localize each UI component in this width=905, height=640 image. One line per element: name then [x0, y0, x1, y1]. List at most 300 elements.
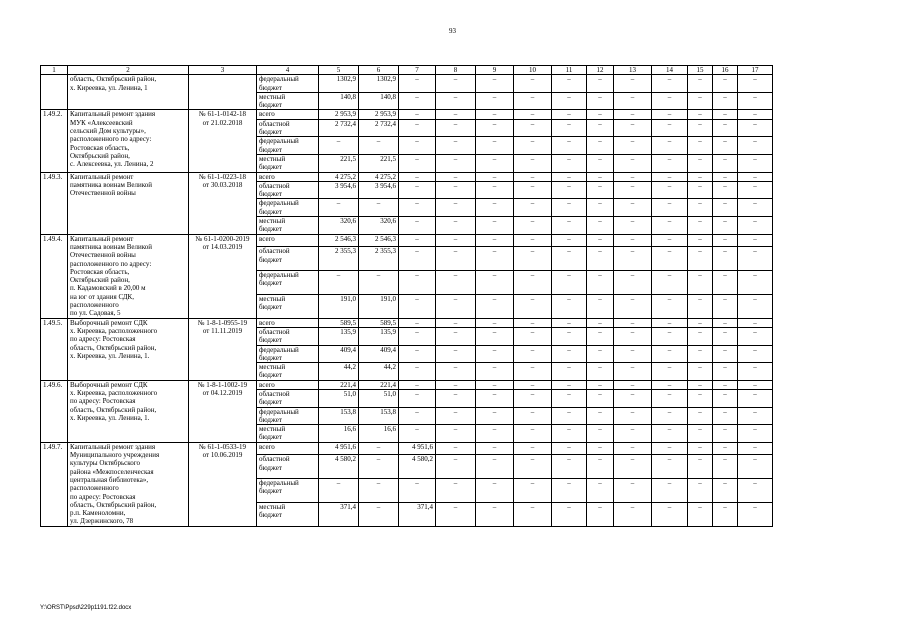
amount-cell: – — [587, 479, 614, 503]
amount-cell: – — [476, 217, 514, 235]
amount-cell: 140,8 — [319, 92, 359, 110]
amount-cell: – — [587, 217, 614, 235]
amount-cell: – — [436, 172, 476, 181]
funding-source: областной бюджет — [257, 181, 319, 199]
amount-cell: – — [476, 389, 514, 407]
column-number-header: 14 — [652, 66, 688, 75]
amount-cell: – — [614, 502, 652, 526]
amount-cell: – — [476, 425, 514, 443]
column-number-header: 3 — [189, 66, 257, 75]
amount-cell: – — [614, 92, 652, 110]
amount-cell: – — [738, 380, 773, 389]
amount-cell: – — [652, 154, 688, 172]
amount-cell: – — [514, 442, 552, 455]
amount-cell: – — [614, 199, 652, 217]
amount-cell: – — [399, 247, 436, 271]
amount-cell: – — [552, 345, 587, 363]
table-row — [41, 234, 773, 247]
amount-cell: – — [552, 181, 587, 199]
amount-cell: – — [359, 455, 399, 479]
amount-cell: 51,0 — [359, 389, 399, 407]
amount-cell: – — [359, 199, 399, 217]
amount-cell: – — [514, 154, 552, 172]
funding-source: всего — [257, 110, 319, 119]
amount-cell: – — [713, 119, 738, 137]
amount-cell: 4 275,2 — [319, 172, 359, 181]
amount-cell: – — [399, 119, 436, 137]
amount-cell: – — [552, 380, 587, 389]
amount-cell: – — [552, 271, 587, 295]
column-number-header: 12 — [587, 66, 614, 75]
amount-cell: – — [688, 318, 713, 327]
amount-cell: – — [476, 345, 514, 363]
amount-cell: – — [738, 137, 773, 155]
amount-cell: – — [713, 407, 738, 425]
amount-cell: – — [476, 363, 514, 381]
amount-cell: – — [713, 455, 738, 479]
amount-cell: – — [476, 172, 514, 181]
amount-cell: 4 951,6 — [399, 442, 436, 455]
amount-cell: – — [587, 455, 614, 479]
amount-cell: – — [688, 389, 713, 407]
table-row — [41, 172, 773, 181]
amount-cell: – — [514, 137, 552, 155]
amount-cell: – — [399, 271, 436, 295]
amount-cell: – — [399, 294, 436, 318]
amount-cell: – — [436, 199, 476, 217]
funding-source: федеральный бюджет — [257, 75, 319, 93]
amount-cell: 16,6 — [359, 425, 399, 443]
amount-cell: – — [614, 119, 652, 137]
amount-cell: – — [399, 181, 436, 199]
funding-source: областной бюджет — [257, 389, 319, 407]
amount-cell: – — [713, 294, 738, 318]
amount-cell: 2 355,3 — [319, 247, 359, 271]
amount-cell: – — [688, 137, 713, 155]
amount-cell: – — [738, 327, 773, 345]
amount-cell: – — [713, 479, 738, 503]
amount-cell: – — [399, 154, 436, 172]
amount-cell: – — [514, 318, 552, 327]
amount-cell: – — [552, 479, 587, 503]
amount-cell: 371,4 — [399, 502, 436, 526]
funding-source: федеральный бюджет — [257, 407, 319, 425]
amount-cell: 51,0 — [319, 389, 359, 407]
amount-cell: – — [738, 271, 773, 295]
funding-source: федеральный бюджет — [257, 345, 319, 363]
amount-cell: – — [587, 247, 614, 271]
column-number-header-row — [41, 66, 773, 75]
amount-cell: – — [514, 172, 552, 181]
amount-cell: 1302,9 — [319, 75, 359, 93]
amount-cell: – — [476, 75, 514, 93]
amount-cell: – — [614, 271, 652, 295]
amount-cell: 4 951,6 — [319, 442, 359, 455]
amount-cell: – — [436, 181, 476, 199]
amount-cell: – — [587, 363, 614, 381]
document-number: № 1-8-1-1002-19 от 04.12.2019 — [189, 380, 257, 442]
funding-source: местный бюджет — [257, 154, 319, 172]
amount-cell: – — [436, 271, 476, 295]
amount-cell: 135,9 — [319, 327, 359, 345]
amount-cell: – — [738, 234, 773, 247]
amount-cell: – — [514, 217, 552, 235]
amount-cell: 191,0 — [359, 294, 399, 318]
amount-cell: – — [738, 455, 773, 479]
amount-cell: – — [713, 137, 738, 155]
amount-cell: – — [399, 199, 436, 217]
amount-cell: 2 953,9 — [359, 110, 399, 119]
amount-cell: – — [399, 327, 436, 345]
amount-cell: – — [614, 380, 652, 389]
amount-cell: – — [514, 327, 552, 345]
amount-cell: – — [399, 345, 436, 363]
amount-cell: – — [476, 181, 514, 199]
amount-cell: – — [614, 442, 652, 455]
amount-cell: – — [614, 389, 652, 407]
amount-cell: – — [476, 479, 514, 503]
column-number-header: 6 — [359, 66, 399, 75]
amount-cell: – — [436, 455, 476, 479]
amount-cell: – — [399, 380, 436, 389]
amount-cell: – — [476, 442, 514, 455]
amount-cell: – — [552, 502, 587, 526]
amount-cell: – — [738, 479, 773, 503]
amount-cell: – — [688, 327, 713, 345]
amount-cell: – — [552, 119, 587, 137]
amount-cell: – — [514, 363, 552, 381]
amount-cell: – — [652, 234, 688, 247]
amount-cell: – — [552, 363, 587, 381]
page-number: 93 — [449, 27, 456, 35]
amount-cell: 4 580,2 — [399, 455, 436, 479]
amount-cell: – — [652, 217, 688, 235]
amount-cell: – — [399, 172, 436, 181]
amount-cell: 135,9 — [359, 327, 399, 345]
amount-cell: – — [652, 271, 688, 295]
funding-source: местный бюджет — [257, 217, 319, 235]
amount-cell: – — [552, 455, 587, 479]
amount-cell: – — [436, 294, 476, 318]
amount-cell: – — [738, 119, 773, 137]
column-number-header: 7 — [399, 66, 436, 75]
amount-cell: – — [476, 247, 514, 271]
amount-cell: – — [688, 425, 713, 443]
amount-cell: – — [713, 199, 738, 217]
amount-cell: – — [399, 234, 436, 247]
amount-cell: – — [514, 479, 552, 503]
item-number — [41, 75, 68, 110]
amount-cell: – — [436, 119, 476, 137]
budget-table — [40, 65, 773, 527]
amount-cell: – — [652, 389, 688, 407]
amount-cell: – — [399, 217, 436, 235]
amount-cell: 2 355,3 — [359, 247, 399, 271]
amount-cell: – — [399, 389, 436, 407]
amount-cell: – — [688, 119, 713, 137]
amount-cell: 140,8 — [359, 92, 399, 110]
amount-cell: – — [738, 294, 773, 318]
amount-cell: – — [652, 294, 688, 318]
amount-cell: – — [359, 479, 399, 503]
item-number: 1.49.2. — [41, 110, 68, 172]
amount-cell: – — [688, 217, 713, 235]
amount-cell: – — [552, 234, 587, 247]
amount-cell: – — [514, 271, 552, 295]
amount-cell: – — [738, 172, 773, 181]
amount-cell: – — [738, 389, 773, 407]
amount-cell: – — [514, 199, 552, 217]
amount-cell: – — [614, 247, 652, 271]
amount-cell: – — [652, 181, 688, 199]
amount-cell: 44,2 — [319, 363, 359, 381]
amount-cell: – — [587, 199, 614, 217]
amount-cell: – — [552, 217, 587, 235]
amount-cell: – — [614, 327, 652, 345]
amount-cell: – — [688, 479, 713, 503]
funding-source: местный бюджет — [257, 92, 319, 110]
document-number: № 1-8-1-0955-19 от 11.11.2019 — [189, 318, 257, 380]
file-path-footer: Y:\ORST\Ppsd\229p1191.f22.docx — [40, 605, 132, 611]
amount-cell: – — [552, 442, 587, 455]
amount-cell: – — [587, 181, 614, 199]
amount-cell: – — [652, 172, 688, 181]
amount-cell: – — [688, 172, 713, 181]
amount-cell: – — [713, 363, 738, 381]
amount-cell: – — [476, 110, 514, 119]
funding-source: областной бюджет — [257, 119, 319, 137]
amount-cell: – — [476, 294, 514, 318]
amount-cell: – — [688, 407, 713, 425]
amount-cell: – — [587, 119, 614, 137]
amount-cell: – — [738, 217, 773, 235]
amount-cell: – — [652, 455, 688, 479]
column-number-header: 17 — [738, 66, 773, 75]
amount-cell: – — [399, 363, 436, 381]
funding-source: местный бюджет — [257, 425, 319, 443]
amount-cell: – — [614, 425, 652, 443]
amount-cell: 320,6 — [359, 217, 399, 235]
funding-source: федеральный бюджет — [257, 137, 319, 155]
amount-cell: – — [587, 442, 614, 455]
amount-cell: – — [436, 154, 476, 172]
amount-cell: – — [652, 92, 688, 110]
amount-cell: – — [587, 75, 614, 93]
amount-cell: – — [552, 172, 587, 181]
item-number: 1.49.3. — [41, 172, 68, 234]
amount-cell: – — [652, 247, 688, 271]
funding-source: местный бюджет — [257, 363, 319, 381]
amount-cell: 191,0 — [319, 294, 359, 318]
amount-cell: 16,6 — [319, 425, 359, 443]
column-number-header: 16 — [713, 66, 738, 75]
amount-cell: – — [476, 327, 514, 345]
amount-cell: – — [476, 234, 514, 247]
object-name: Капитальный ремонт памятника воинам Великой Отечественной войны — [68, 172, 189, 234]
funding-source: федеральный бюджет — [257, 199, 319, 217]
amount-cell: – — [587, 137, 614, 155]
amount-cell: 4 580,2 — [319, 455, 359, 479]
amount-cell: – — [436, 363, 476, 381]
amount-cell: – — [359, 271, 399, 295]
amount-cell: – — [399, 75, 436, 93]
amount-cell: – — [587, 327, 614, 345]
amount-cell: 589,5 — [359, 318, 399, 327]
amount-cell: – — [514, 181, 552, 199]
amount-cell: 3 954,6 — [319, 181, 359, 199]
amount-cell: – — [552, 327, 587, 345]
amount-cell: 320,6 — [319, 217, 359, 235]
amount-cell: – — [713, 502, 738, 526]
item-number: 1.49.4. — [41, 234, 68, 318]
item-number: 1.49.7. — [41, 442, 68, 526]
amount-cell: 44,2 — [359, 363, 399, 381]
table-row — [41, 380, 773, 389]
amount-cell: – — [738, 425, 773, 443]
amount-cell: – — [514, 92, 552, 110]
amount-cell: – — [476, 455, 514, 479]
column-number-header: 15 — [688, 66, 713, 75]
amount-cell: – — [652, 110, 688, 119]
amount-cell: – — [476, 271, 514, 295]
amount-cell: – — [652, 119, 688, 137]
object-name: Капитальный ремонт здания МУК «Алексеевский сельский Дом культуры», расположенного по адресу: Ростовская область, Октябрьский район, с. Алексеевка, ул. Ленина, 2 — [68, 110, 189, 172]
amount-cell: – — [476, 119, 514, 137]
amount-cell: – — [652, 380, 688, 389]
amount-cell: 1302,9 — [359, 75, 399, 93]
object-name: область, Октябрьский район, х. Киреевка, ул. Ленина, 1 — [68, 75, 189, 110]
amount-cell: – — [688, 92, 713, 110]
object-name: Выборочный ремонт СДК х. Киреевка, расположенного по адресу: Ростовская область, Октябрьский район, х. Киреевка, ул. Ленина, 1. — [68, 380, 189, 442]
amount-cell: – — [514, 389, 552, 407]
funding-source: всего — [257, 318, 319, 327]
amount-cell: – — [713, 442, 738, 455]
amount-cell: – — [713, 154, 738, 172]
column-number-header: 10 — [514, 66, 552, 75]
amount-cell: – — [587, 425, 614, 443]
amount-cell: – — [552, 318, 587, 327]
amount-cell: – — [552, 389, 587, 407]
amount-cell: 221,4 — [359, 380, 399, 389]
amount-cell: – — [436, 442, 476, 455]
column-number-header: 5 — [319, 66, 359, 75]
amount-cell: 371,4 — [319, 502, 359, 526]
amount-cell: – — [713, 271, 738, 295]
amount-cell: – — [688, 363, 713, 381]
column-number-header: 1 — [41, 66, 68, 75]
funding-source: федеральный бюджет — [257, 479, 319, 503]
amount-cell: – — [738, 407, 773, 425]
funding-source: всего — [257, 380, 319, 389]
amount-cell: – — [713, 345, 738, 363]
amount-cell: – — [688, 234, 713, 247]
amount-cell: – — [738, 92, 773, 110]
amount-cell: – — [436, 92, 476, 110]
table-row — [41, 318, 773, 327]
amount-cell: – — [476, 380, 514, 389]
amount-cell: 409,4 — [359, 345, 399, 363]
column-number-header: 13 — [614, 66, 652, 75]
amount-cell: – — [514, 455, 552, 479]
amount-cell: 221,4 — [319, 380, 359, 389]
amount-cell: – — [476, 407, 514, 425]
amount-cell: – — [614, 234, 652, 247]
amount-cell: – — [688, 502, 713, 526]
amount-cell: 2 732,4 — [359, 119, 399, 137]
amount-cell: – — [514, 234, 552, 247]
amount-cell: – — [399, 110, 436, 119]
amount-cell: – — [436, 345, 476, 363]
amount-cell: – — [713, 327, 738, 345]
amount-cell: – — [652, 502, 688, 526]
funding-source: областной бюджет — [257, 327, 319, 345]
amount-cell: – — [399, 137, 436, 155]
amount-cell: – — [652, 442, 688, 455]
amount-cell: – — [436, 137, 476, 155]
amount-cell: – — [359, 502, 399, 526]
amount-cell: – — [688, 181, 713, 199]
amount-cell: – — [552, 154, 587, 172]
amount-cell: – — [713, 110, 738, 119]
amount-cell: – — [614, 181, 652, 199]
amount-cell: – — [552, 407, 587, 425]
amount-cell: – — [614, 172, 652, 181]
object-name: Капитальный ремонт памятника воинам Великой Отечественной войны расположенного по адресу: Ростовская область, Октябрьский район, п. Кадамовский в 20,00 м на юг от здания СДК, расположенного по ул. Садовая, 5 — [68, 234, 189, 318]
amount-cell: – — [587, 234, 614, 247]
amount-cell: – — [319, 271, 359, 295]
document-number: № 61-1-0142-18 от 21.02.2018 — [189, 110, 257, 172]
document-number — [189, 75, 257, 110]
amount-cell: – — [587, 345, 614, 363]
amount-cell: – — [476, 92, 514, 110]
amount-cell: – — [652, 137, 688, 155]
amount-cell: 589,5 — [319, 318, 359, 327]
amount-cell: – — [552, 294, 587, 318]
amount-cell: – — [514, 345, 552, 363]
amount-cell: – — [688, 294, 713, 318]
object-name: Капитальный ремонт здания Муниципального учреждения культуры Октябрьского района «Межпоселенческая центральная библиотека», расположенного по адресу: Ростовская область, Октябрьский район, р.п. Каменоломни, ул. Дзержинского, 78 — [68, 442, 189, 526]
amount-cell: – — [738, 154, 773, 172]
table-row — [41, 75, 773, 93]
amount-cell: – — [738, 502, 773, 526]
amount-cell: 409,4 — [319, 345, 359, 363]
amount-cell: – — [436, 502, 476, 526]
amount-cell: – — [552, 92, 587, 110]
amount-cell: – — [738, 181, 773, 199]
amount-cell: – — [688, 455, 713, 479]
amount-cell: – — [552, 110, 587, 119]
amount-cell: – — [713, 425, 738, 443]
amount-cell: – — [738, 247, 773, 271]
table-row — [41, 110, 773, 119]
amount-cell: – — [514, 502, 552, 526]
amount-cell: – — [614, 154, 652, 172]
column-number-header: 2 — [68, 66, 189, 75]
amount-cell: – — [552, 247, 587, 271]
amount-cell: – — [652, 318, 688, 327]
amount-cell: – — [436, 318, 476, 327]
amount-cell: 153,8 — [359, 407, 399, 425]
amount-cell: – — [614, 318, 652, 327]
amount-cell: – — [436, 234, 476, 247]
amount-cell: – — [436, 407, 476, 425]
amount-cell: – — [652, 345, 688, 363]
amount-cell: – — [614, 75, 652, 93]
amount-cell: – — [652, 479, 688, 503]
amount-cell: – — [436, 75, 476, 93]
amount-cell: – — [738, 199, 773, 217]
funding-source: всего — [257, 172, 319, 181]
